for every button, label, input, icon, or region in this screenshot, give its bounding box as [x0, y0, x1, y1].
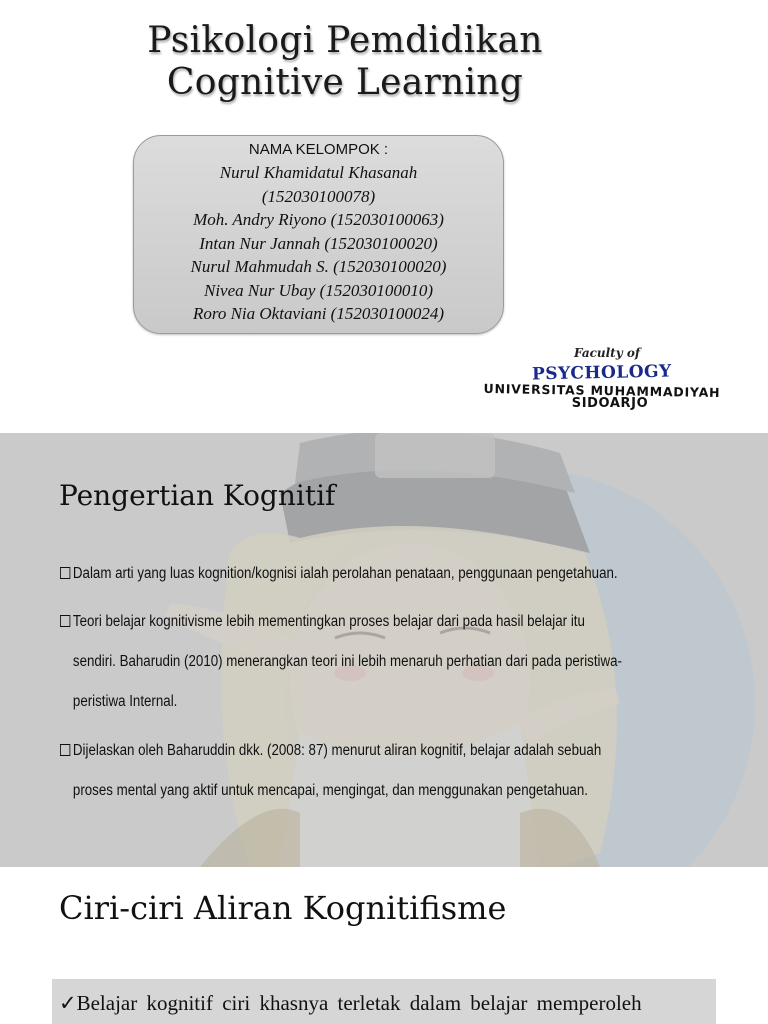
- bullet-paragraph: [60, 602, 707, 722]
- member-line: (152030100078): [261, 186, 376, 206]
- faculty-logo: [446, 346, 758, 411]
- checkbox-bullet-icon: [60, 744, 70, 756]
- psychology-label: PSYCHOLOGY: [531, 361, 673, 385]
- paragraph-text: Teori belajar kognitivisme lebih mementingkan proses belajar dari pada hasil belajar itu: [72, 613, 585, 630]
- university-label: UNIVERSITAS MUHAMMADIYAH: [483, 380, 721, 401]
- member-line: Nurul Mahmudah S. (152030100020): [190, 257, 447, 276]
- paragraph-text: Dalam arti yang luas kognition/kognisi ialah perolahan penataan, penggunaan pengetahuan.: [72, 565, 618, 582]
- member-line: Intan Nur Jannah (152030100020): [199, 233, 438, 253]
- slide-title: Pengertian Kognitif: [59, 479, 336, 512]
- group-members-box: [133, 135, 504, 334]
- paragraph-text: peristiwa Internal.: [72, 693, 178, 710]
- paragraph-text: sendiri. Baharudin (2010) menerangkan teori ini lebih menaruh perhatian dari pada peristiwa-: [72, 653, 622, 670]
- bullet-paragraph: [60, 554, 707, 594]
- member-line: Nivea Nur Ubay (152030100010): [203, 280, 433, 300]
- member-line: Moh. Andry Riyono (152030100063): [193, 210, 444, 229]
- bullet-paragraph: [60, 731, 707, 811]
- member-line: Roro Nia Oktaviani (152030100024): [192, 304, 445, 323]
- slide-title-line-1: Psikologi Pemdidikan: [147, 20, 543, 61]
- paragraph-text: Dijelaskan oleh Baharuddin dkk. (2008: 87) menurut aliran kognitif, belajar adalah sebuah: [72, 742, 602, 759]
- checkbox-bullet-icon: [60, 567, 70, 579]
- characteristics-slide: [0, 867, 768, 1024]
- slide-title-line-2: Cognitive Learning: [166, 62, 524, 103]
- checkbox-bullet-icon: [60, 615, 70, 627]
- definition-slide: [0, 433, 768, 867]
- city-label: SIDOARJO: [571, 396, 649, 411]
- bullet-text: ✓Belajar kognitif ciri khasnya terletak dalam belajar memperoleh: [59, 991, 642, 1015]
- group-heading: NAMA KELOMPOK :: [248, 141, 389, 158]
- member-line: Nurul Khamidatul Khasanah: [219, 163, 418, 182]
- title-slide: [0, 0, 768, 433]
- faculty-of-label: Faculty of: [573, 346, 641, 360]
- slide-title: Ciri-ciri Aliran Kognitifisme: [59, 889, 507, 927]
- paragraph-text: proses mental yang aktif untuk mencapai, mengingat, dan menggunakan pengetahuan.: [72, 782, 588, 799]
